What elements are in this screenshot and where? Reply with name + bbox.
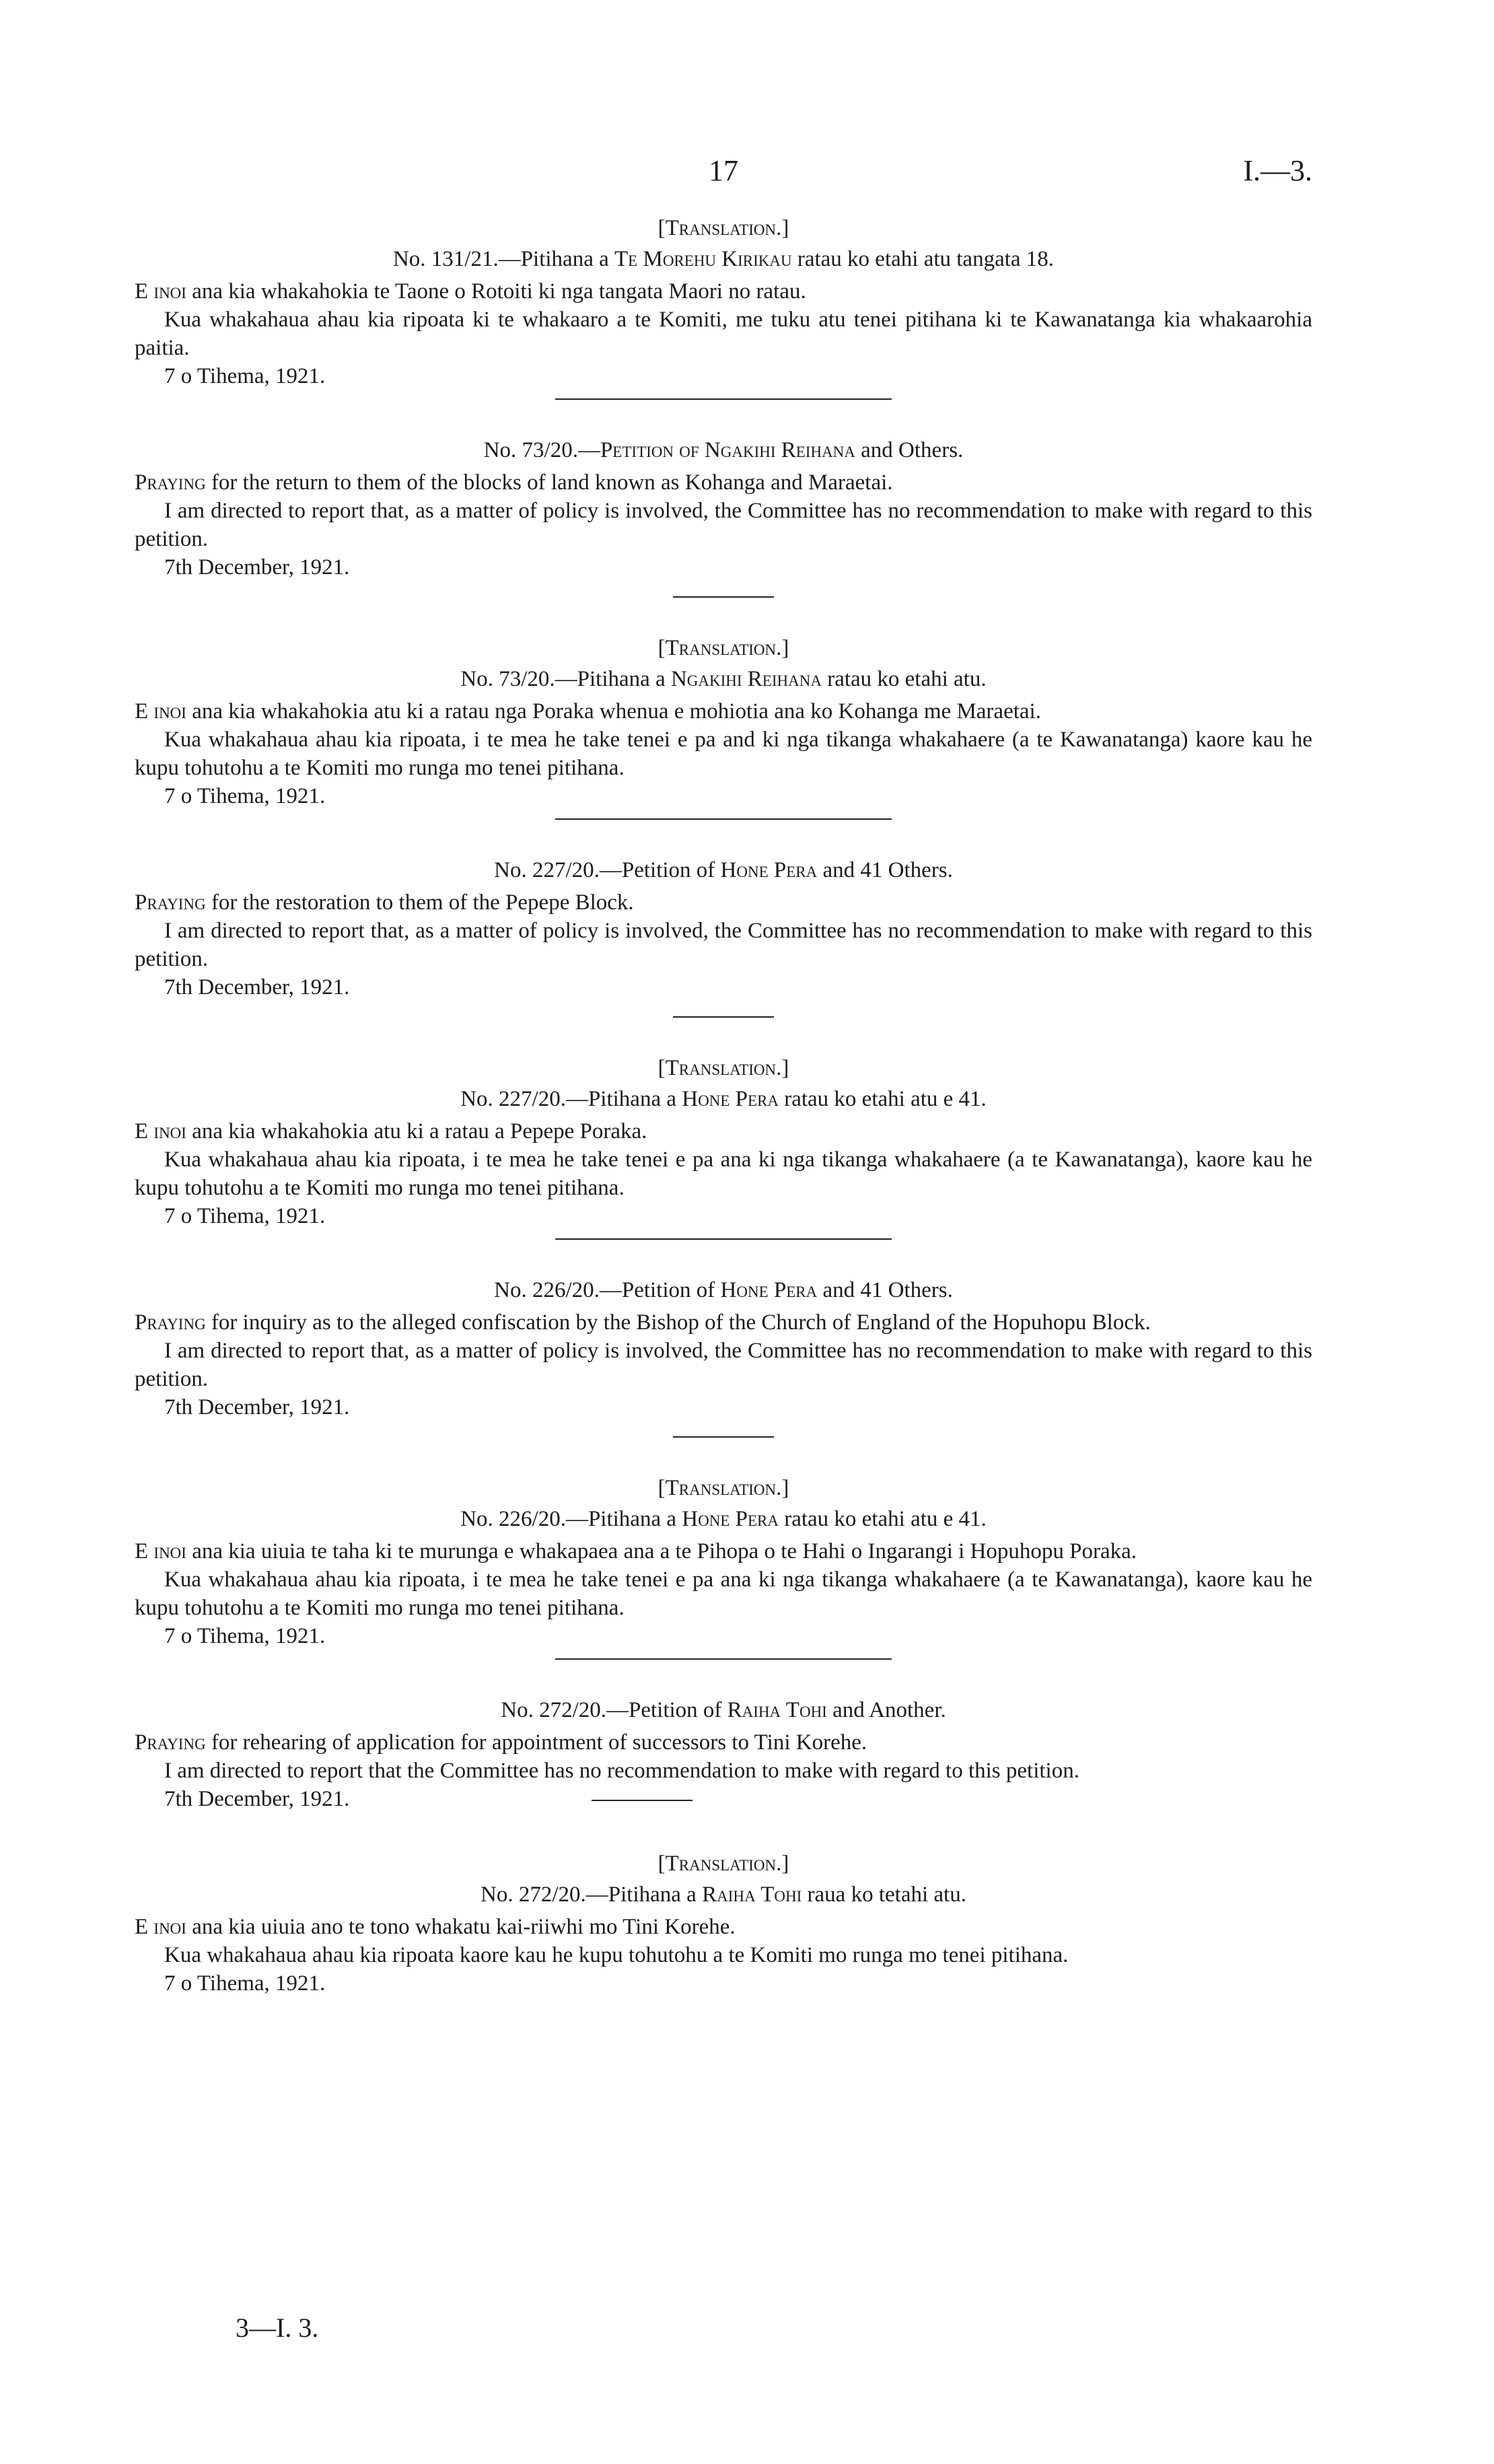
prayer-text: for the restoration to them of the Pepepe Block. <box>205 890 634 915</box>
prayer-lead: Praying <box>135 1730 206 1755</box>
prayer-text: for the return to them of the blocks of land known as Kohanga and Maraetai. <box>205 470 893 495</box>
section-divider <box>555 1238 892 1240</box>
report-date: 7 o Tihema, 1921. <box>164 364 326 388</box>
heading-rest: and Others. <box>855 438 964 462</box>
petition-heading <box>135 1085 1312 1113</box>
prayer-lead: E inoi <box>135 1539 186 1563</box>
petitioner-name: Hone Pera <box>682 1507 779 1531</box>
report-paragraph: I am directed to report that the Committee has no recommendation to make with regard to this petition. <box>164 1759 1079 1783</box>
section-divider <box>673 596 774 598</box>
heading-rest: and 41 Others. <box>817 858 953 882</box>
translation-label: [Translation.] <box>657 1476 789 1500</box>
section-divider <box>555 818 892 820</box>
translation-226-20 <box>135 1474 1312 1650</box>
prayer-lead: Praying <box>135 470 206 495</box>
petition-number: No. 272/20.—Petition of <box>501 1698 727 1722</box>
section-divider <box>673 1436 774 1438</box>
petition-number: No. 226/20.—Petition of <box>494 1278 721 1302</box>
petitioner-name: Ngakihi Reihana <box>699 438 855 462</box>
report-date: 7 o Tihema, 1921. <box>164 1204 326 1228</box>
page-number: 17 <box>709 154 738 187</box>
prayer-text: for inquiry as to the alleged confiscation by the Bishop of the Church of England of the Hopuhopu Block. <box>205 1310 1151 1335</box>
petition-number: No. 73/20.— <box>483 438 600 462</box>
petition-heading <box>135 856 1312 884</box>
prayer-paragraph <box>135 1728 1312 1757</box>
prayer-text: ana kia whakahokia atu ki a ratau a Pepepe Poraka. <box>186 1119 647 1143</box>
report-paragraph: Kua whakahaua ahau kia ripoata kaore kau he kupu tohutohu a te Komiti mo runga mo tenei pitihana. <box>164 1943 1069 1967</box>
prayer-text: ana kia uiuia te taha ki te murunga e whakapaea ana a te Pihopa o te Hahi o Ingarangi i Hopuhopu Poraka. <box>186 1539 1137 1563</box>
report-date: 7 o Tihema, 1921. <box>164 784 326 808</box>
prayer-paragraph <box>135 1117 1312 1146</box>
petition-heading <box>135 1696 1312 1724</box>
heading-rest: ratau ko etahi atu. <box>821 667 987 691</box>
report-paragraph: Kua whakahaua ahau kia ripoata, i te mea he take tenei e pa ana ki nga tikanga whakahaere (a te Kawanatanga), kaore kau he kupu tohutohu a te Komiti mo runga mo tenei pitihana. <box>135 1568 1312 1620</box>
section-gap <box>135 1813 1312 1850</box>
petition-heading <box>135 665 1312 693</box>
petition-226-20 <box>135 1276 1312 1421</box>
document-reference: I.—3. <box>1243 154 1312 187</box>
prayer-paragraph <box>135 468 1312 497</box>
prayer-lead: E inoi <box>135 1119 186 1143</box>
section-divider <box>555 398 892 400</box>
petition-227-20 <box>135 856 1312 1001</box>
petition-heading <box>135 1505 1312 1533</box>
petition-number: No. 227/20.—Petition of <box>494 858 721 882</box>
translation-label: [Translation.] <box>657 1056 789 1080</box>
heading-rest: ratau ko etahi atu e 41. <box>778 1507 987 1531</box>
petitioner-name: Hone Pera <box>682 1087 779 1111</box>
heading-rest: and Another. <box>826 1698 946 1722</box>
petition-heading <box>135 436 1312 464</box>
petitioner-name: Ngakihi Reihana <box>670 667 822 691</box>
petition-number: No. 131/21.—Pitihana a <box>392 247 615 271</box>
petition-number: No. 73/20.—Pitihana a <box>460 667 671 691</box>
petition-272-20 <box>135 1696 1312 1813</box>
report-date: 7th December, 1921. <box>164 555 350 579</box>
translation-73-20 <box>135 634 1312 810</box>
petition-number: No. 272/20.—Pitihana a <box>481 1882 703 1907</box>
heading-rest: raua ko tetahi atu. <box>802 1882 966 1907</box>
petition-heading <box>135 1276 1312 1304</box>
prayer-lead: E inoi <box>135 279 186 304</box>
section-divider <box>592 1800 692 1801</box>
translation-label: [Translation.] <box>657 636 789 660</box>
report-paragraph: I am directed to report that, as a matter of policy is involved, the Committee has no recommendation to make with regard to this petition. <box>135 499 1312 551</box>
petitioner-name: Hone Pera <box>720 858 818 882</box>
translation-272-20 <box>135 1850 1312 1998</box>
petition-of-label: Petition of <box>600 438 699 462</box>
petition-heading <box>135 1880 1312 1909</box>
petitioner-name: Raiha Tohi <box>702 1882 802 1907</box>
petition-number: No. 226/20.—Pitihana a <box>460 1507 682 1531</box>
translation-227-20 <box>135 1054 1312 1230</box>
heading-rest: ratau ko etahi atu e 41. <box>778 1087 987 1111</box>
document-page <box>135 0 1312 2464</box>
translation-label: [Translation.] <box>657 1852 789 1876</box>
report-paragraph: Kua whakahaua ahau kia ripoata, i te mea he take tenei e pa ana ki nga tikanga whakahaere (a te Kawanatanga), kaore kau he kupu tohutohu a te Komiti mo runga mo tenei pitihana. <box>135 1148 1312 1200</box>
petition-number: No. 227/20.—Pitihana a <box>460 1087 682 1111</box>
prayer-lead: E inoi <box>135 1915 186 1939</box>
prayer-paragraph <box>135 277 1312 306</box>
section-divider <box>673 1016 774 1018</box>
heading-rest: ratau ko etahi atu tangata 18. <box>791 247 1055 271</box>
heading-rest: and 41 Others. <box>817 1278 953 1302</box>
report-date-text: 7th December, 1921. <box>164 1787 350 1811</box>
prayer-paragraph <box>135 888 1312 917</box>
prayer-paragraph <box>135 1308 1312 1337</box>
report-date: 7th December, 1921. <box>164 1395 350 1419</box>
prayer-lead: E inoi <box>135 699 186 724</box>
translation-label: [Translation.] <box>657 216 789 240</box>
section-divider <box>555 1658 892 1660</box>
report-paragraph: Kua whakahaua ahau kia ripoata ki te whakaaro a te Komiti, me tuku atu tenei pitihana ki te Kawanatanga kia whakaarohia paitia. <box>135 308 1312 360</box>
prayer-paragraph <box>135 1537 1312 1565</box>
petitioner-name: Raiha Tohi <box>727 1698 827 1722</box>
signature-mark: 3—I. 3. <box>236 2313 319 2343</box>
prayer-paragraph <box>135 697 1312 726</box>
prayer-text: ana kia uiuia ano te tono whakatu kai-riiwhi mo Tini Korehe. <box>186 1915 736 1939</box>
report-date: 7th December, 1921. <box>164 975 350 999</box>
petitioner-name: Te Morehu Kirikau <box>614 247 792 271</box>
report-date <box>135 1785 1312 1813</box>
prayer-lead: Praying <box>135 1310 206 1335</box>
prayer-paragraph <box>135 1913 1312 1941</box>
report-paragraph: I am directed to report that, as a matter of policy is involved, the Committee has no recommendation to make with regard to this petition. <box>135 919 1312 971</box>
report-date: 7 o Tihema, 1921. <box>164 1971 326 1996</box>
petition-73-20 <box>135 436 1312 582</box>
translation-131-21 <box>135 214 1312 390</box>
prayer-text: for rehearing of application for appointment of successors to Tini Korehe. <box>205 1730 867 1755</box>
page-content <box>135 214 1312 1998</box>
report-date: 7 o Tihema, 1921. <box>164 1624 326 1648</box>
report-paragraph: Kua whakahaua ahau kia ripoata, i te mea he take tenei e pa and ki nga tikanga whakahaere (a te Kawanatanga) kaore kau he kupu tohutohu a te Komiti mo runga mo tenei pitihana. <box>135 728 1312 780</box>
petition-heading <box>135 245 1312 273</box>
prayer-text: ana kia whakahokia te Taone o Rotoiti ki nga tangata Maori no ratau. <box>186 279 806 304</box>
petitioner-name: Hone Pera <box>720 1278 818 1302</box>
prayer-text: ana kia whakahokia atu ki a ratau nga Poraka whenua e mohiotia ana ko Kohanga me Maraetai. <box>186 699 1041 724</box>
page-header <box>135 153 1312 194</box>
report-paragraph: I am directed to report that, as a matter of policy is involved, the Committee has no recommendation to make with regard to this petition. <box>135 1339 1312 1391</box>
prayer-lead: Praying <box>135 890 206 915</box>
